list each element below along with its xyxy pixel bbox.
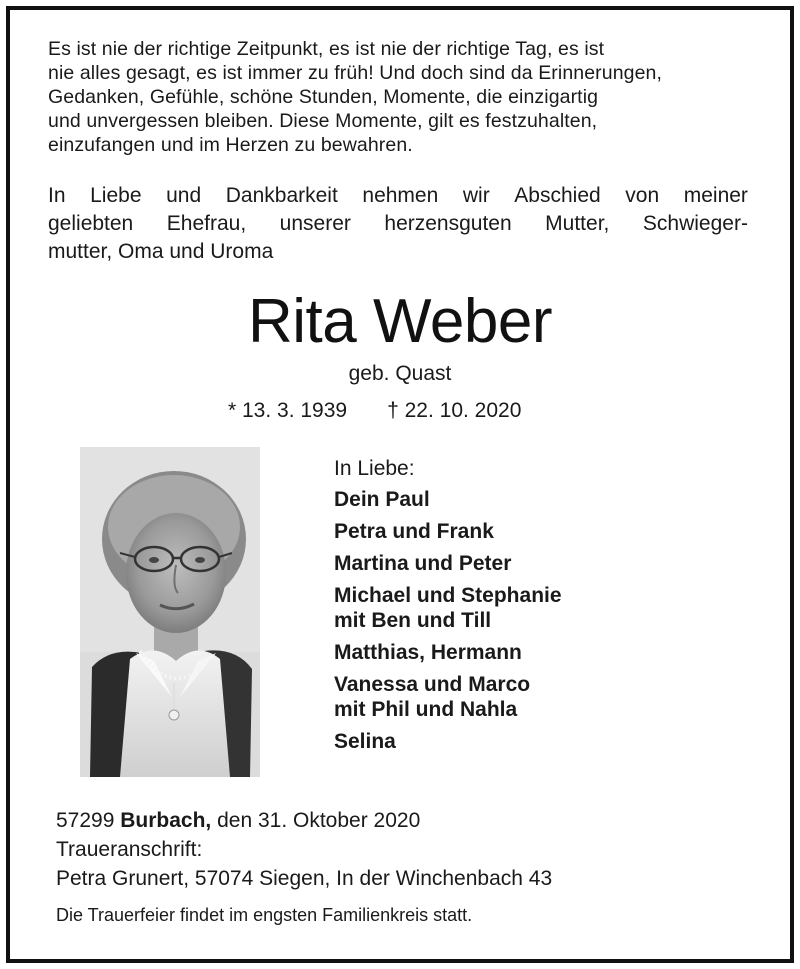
town: Burbach, — [120, 809, 212, 832]
intro-word: geliebten — [48, 212, 134, 235]
family-line: Petra und Frank — [334, 520, 494, 543]
family-line: Martina und Peter — [334, 552, 512, 575]
intro-word: und — [166, 184, 202, 207]
intro-word: Mutter, — [545, 212, 610, 235]
poem-text — [48, 37, 748, 157]
family-line: Vanessa und Marco — [334, 673, 531, 696]
intro-word: Liebe — [90, 184, 142, 207]
intro-word: wir — [462, 184, 490, 207]
deceased-name: Rita Weber — [248, 287, 552, 356]
family-member — [334, 583, 754, 633]
intro-word: meiner — [683, 184, 748, 207]
intro-word: von — [625, 184, 660, 207]
intro-line-1 — [48, 182, 748, 210]
portrait-image — [80, 447, 260, 777]
poem-line: und unvergessen bleiben. Diese Momente, gilt es festzuhalten, — [48, 110, 598, 132]
intro-word: Schwieger- — [642, 212, 748, 235]
intro-word: Abschied — [514, 184, 601, 207]
address-label: Traueranschrift: — [56, 838, 203, 861]
family-line: Matthias, Hermann — [334, 641, 522, 664]
family-member — [334, 519, 754, 544]
life-dates — [228, 398, 628, 424]
family-member — [334, 729, 754, 754]
maiden-name: geb. Quast — [348, 362, 452, 385]
intro-word: unserer — [279, 212, 351, 235]
footer-block — [56, 806, 756, 893]
family-line: Dein Paul — [334, 488, 430, 511]
funeral-note: Die Trauerfeier findet im engsten Familienkreis statt. — [56, 905, 473, 925]
family-line: mit Phil und Nahla — [334, 698, 518, 721]
family-list — [334, 456, 754, 761]
farewell-intro — [48, 182, 748, 266]
family-line: Selina — [334, 730, 396, 753]
date: den 31. Oktober 2020 — [217, 809, 421, 832]
family-lead: In Liebe: — [334, 457, 415, 480]
family-member — [334, 640, 754, 665]
birth-date: * 13. 3. 1939 — [228, 399, 348, 422]
intro-word: Dankbarkeit — [225, 184, 338, 207]
intro-word: In — [48, 184, 66, 207]
intro-line-3: mutter, Oma und Uroma — [48, 240, 274, 263]
postcode: 57299 — [56, 809, 115, 832]
poem-line: Es ist nie der richtige Zeitpunkt, es ist nie der richtige Tag, es ist — [48, 38, 605, 60]
family-line: mit Ben und Till — [334, 609, 492, 632]
family-member — [334, 487, 754, 512]
family-member — [334, 672, 754, 722]
place-date-line — [56, 806, 756, 835]
intro-line-2 — [48, 210, 748, 238]
portrait-photo — [80, 447, 260, 777]
poem-line: Gedanken, Gefühle, schöne Stunden, Momente, die einzigartig — [48, 86, 599, 108]
death-date: † 22. 10. 2020 — [387, 399, 522, 422]
family-member — [334, 551, 754, 576]
intro-word: nehmen — [362, 184, 439, 207]
family-line: Michael und Stephanie — [334, 584, 562, 607]
intro-word: Ehefrau, — [166, 212, 247, 235]
intro-word: herzensguten — [384, 212, 512, 235]
poem-line: einzufangen und im Herzen zu bewahren. — [48, 134, 413, 156]
mourning-address: Petra Grunert, 57074 Siegen, In der Winchenbach 43 — [56, 867, 553, 890]
poem-line: nie alles gesagt, es ist immer zu früh! Und doch sind da Erinnerungen, — [48, 62, 662, 84]
